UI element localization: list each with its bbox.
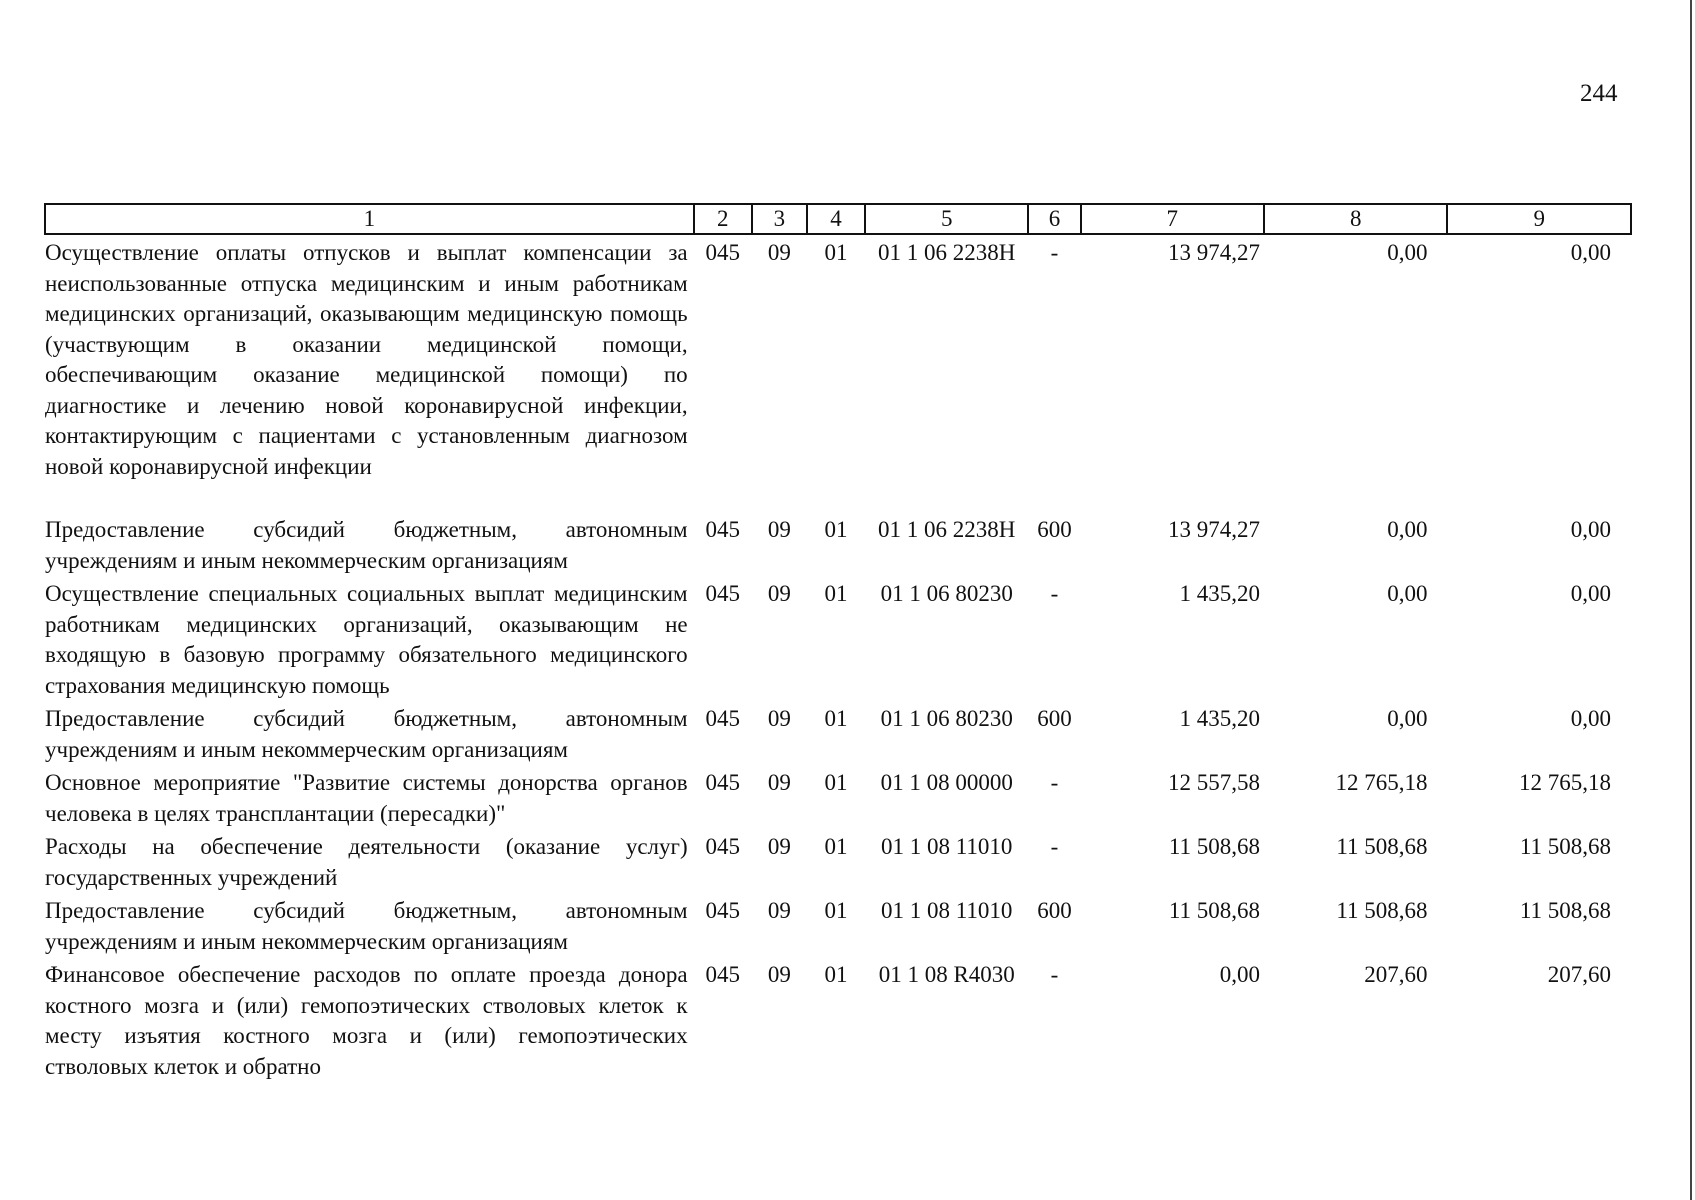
subsection-code-cell: 01 (824, 581, 848, 606)
expense-name-cell: Основное мероприятие "Развитие системы донорства органов человека в целях трансплантации (пересадки)" (45, 770, 688, 826)
expense-type-cell: 600 (1037, 517, 1072, 542)
amount-col9-cell: 11 508,68 (1519, 834, 1611, 859)
column-header-8: 8 (1264, 204, 1447, 234)
amount-col9-cell: 0,00 (1570, 581, 1611, 606)
ministry-code-cell: 045 (705, 581, 740, 606)
column-header-3: 3 (752, 204, 807, 234)
section-code-cell: 09 (767, 834, 791, 859)
section-code-cell: 09 (767, 581, 791, 606)
amount-col9-cell: 0,00 (1570, 706, 1611, 731)
table-row (45, 701, 1631, 765)
expense-name-cell: Предоставление субсидий бюджетным, автономным учреждениям и иным некоммерческим организациям (45, 898, 688, 954)
amount-col8-cell: 0,00 (1387, 240, 1428, 265)
amount-col9-cell: 0,00 (1570, 517, 1611, 542)
expense-name-cell: Предоставление субсидий бюджетным, автономным учреждениям и иным некоммерческим организациям (45, 706, 688, 762)
section-code-cell: 09 (767, 240, 791, 265)
subsection-code-cell: 01 (824, 962, 848, 987)
amount-col8-cell: 11 508,68 (1336, 834, 1428, 859)
amount-col7-cell: 0,00 (1219, 962, 1261, 987)
table-row (45, 512, 1631, 576)
target-article-cell: 01 1 06 80230 (880, 581, 1013, 606)
expense-name-cell: Предоставление субсидий бюджетным, автономным учреждениям и иным некоммерческим организациям (45, 517, 688, 573)
amount-col8-cell: 11 508,68 (1336, 898, 1428, 923)
amount-col7-cell: 13 974,27 (1168, 517, 1261, 542)
table-row (45, 829, 1631, 893)
table-row (45, 576, 1631, 701)
target-article-cell: 01 1 08 R4030 (878, 962, 1015, 987)
table-row (45, 765, 1631, 829)
ministry-code-cell: 045 (705, 834, 740, 859)
expense-name-cell: Осуществление оплаты отпусков и выплат компенсации за неиспользованные отпуска медицинским и иным работникам медицинских организаций, оказывающим медицинскую помощь (участвующим в оказании медицинской помощи, обеспечивающим оказание медицинской помощи) по диагностике и лечению новой коронавирусной инфекции, контактирующим с пациентами с установленным диагнозом новой коронавирусной инфекции (45, 240, 688, 479)
subsection-code-cell: 01 (824, 898, 848, 923)
target-article-cell: 01 1 08 00000 (880, 770, 1013, 795)
page-edge-line (1690, 0, 1692, 1200)
table-row (45, 957, 1631, 1082)
target-article-cell: 01 1 06 2238Н (878, 240, 1016, 265)
expense-name-cell: Финансовое обеспечение расходов по оплате проезда донора костного мозга и (или) гемопоэтических стволовых клеток к месту изъятия костного мозга и (или) гемопоэтических стволовых клеток и обратно (45, 962, 688, 1079)
amount-col8-cell: 0,00 (1387, 517, 1428, 542)
page-number: 244 (1580, 80, 1618, 107)
table-row (45, 234, 1631, 512)
expense-type-cell: - (1050, 770, 1059, 795)
expense-type-cell: 600 (1037, 706, 1072, 731)
expense-type-cell: 600 (1037, 898, 1072, 923)
target-article-cell: 01 1 06 2238Н (878, 517, 1016, 542)
amount-col9-cell: 0,00 (1570, 240, 1611, 265)
amount-col8-cell: 12 765,18 (1335, 770, 1428, 795)
amount-col8-cell: 0,00 (1387, 581, 1428, 606)
subsection-code-cell: 01 (824, 770, 848, 795)
amount-col9-cell: 207,60 (1547, 962, 1611, 987)
section-code-cell: 09 (767, 898, 791, 923)
target-article-cell: 01 1 08 11010 (881, 898, 1013, 923)
amount-col7-cell: 11 508,68 (1168, 834, 1261, 859)
expense-name-cell: Расходы на обеспечение деятельности (оказание услуг) государственных учреждений (45, 834, 688, 890)
expense-type-cell: - (1050, 240, 1059, 265)
subsection-code-cell: 01 (824, 517, 848, 542)
column-header-4: 4 (807, 204, 865, 234)
amount-col9-cell: 12 765,18 (1519, 770, 1611, 795)
ministry-code-cell: 045 (705, 962, 740, 987)
column-header-2: 2 (694, 204, 752, 234)
budget-table (44, 203, 1632, 1082)
column-header-5: 5 (865, 204, 1028, 234)
section-code-cell: 09 (767, 706, 791, 731)
subsection-code-cell: 01 (824, 706, 848, 731)
subsection-code-cell: 01 (824, 240, 848, 265)
amount-col8-cell: 0,00 (1387, 706, 1428, 731)
expense-name-cell: Осуществление специальных социальных выплат медицинским работникам медицинских организаций, оказывающим не входящую в базовую программу обязательного медицинского страхования медицинскую помощь (45, 581, 688, 698)
expense-type-cell: - (1050, 834, 1059, 859)
amount-col9-cell: 11 508,68 (1519, 898, 1611, 923)
subsection-code-cell: 01 (824, 834, 848, 859)
ministry-code-cell: 045 (705, 898, 740, 923)
target-article-cell: 01 1 06 80230 (880, 706, 1013, 731)
amount-col7-cell: 11 508,68 (1168, 898, 1261, 923)
amount-col7-cell: 13 974,27 (1168, 240, 1261, 265)
column-header-9: 9 (1447, 204, 1631, 234)
section-code-cell: 09 (767, 962, 791, 987)
amount-col7-cell: 1 435,20 (1179, 706, 1261, 731)
expense-type-cell: - (1050, 962, 1059, 987)
column-header-7: 7 (1081, 204, 1264, 234)
amount-col8-cell: 207,60 (1364, 962, 1428, 987)
column-header-6: 6 (1028, 204, 1080, 234)
column-number-row (45, 204, 1631, 234)
amount-col7-cell: 12 557,58 (1168, 770, 1261, 795)
amount-col7-cell: 1 435,20 (1179, 581, 1261, 606)
ministry-code-cell: 045 (705, 240, 740, 265)
section-code-cell: 09 (767, 517, 791, 542)
target-article-cell: 01 1 08 11010 (881, 834, 1013, 859)
ministry-code-cell: 045 (705, 517, 740, 542)
expense-type-cell: - (1050, 581, 1059, 606)
table-row (45, 893, 1631, 957)
section-code-cell: 09 (767, 770, 791, 795)
ministry-code-cell: 045 (705, 770, 740, 795)
ministry-code-cell: 045 (705, 706, 740, 731)
column-header-1: 1 (45, 204, 694, 234)
